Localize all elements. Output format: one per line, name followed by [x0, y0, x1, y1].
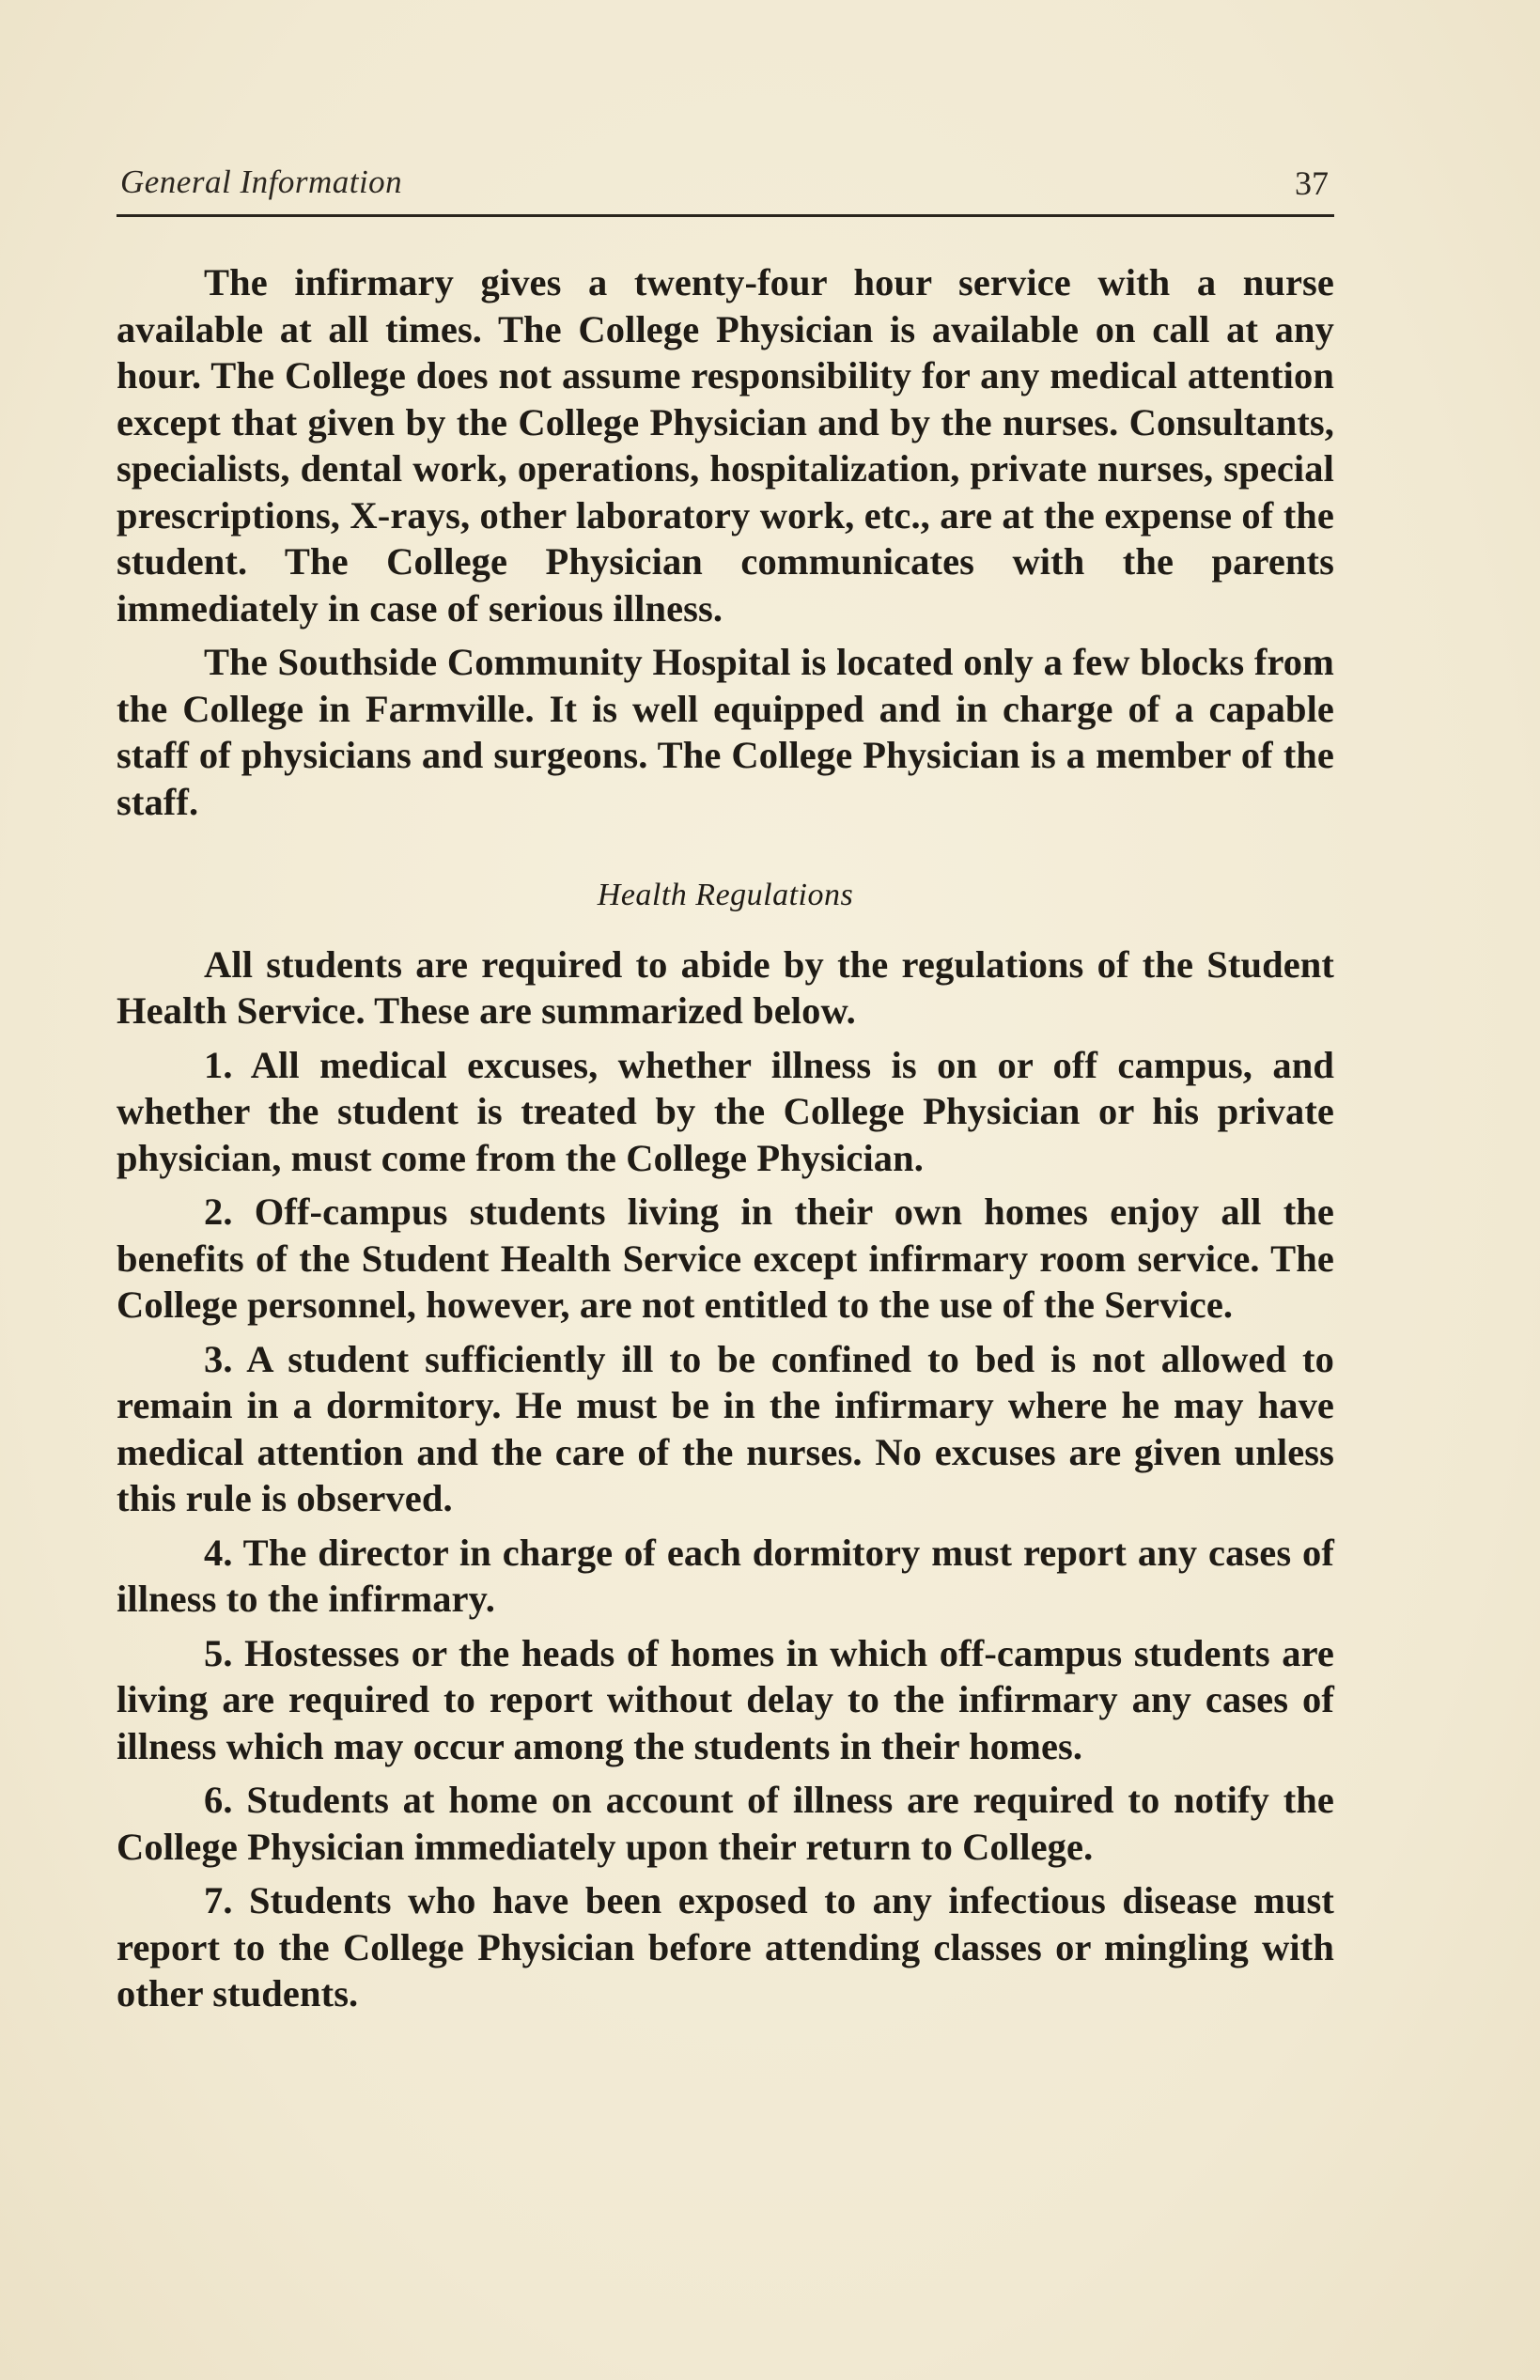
- regulation-item: 6. Students at home on account of illness are required to notify the College Physician immediately upon their return to College.: [117, 1779, 1334, 1868]
- page-body: [117, 259, 1334, 2025]
- health-regulations-heading: Health Regulations: [597, 878, 854, 912]
- regulation-item: 1. All medical excuses, whether illness is on or off campus, and whether the student is treated by the College Physician or his private physician, must come from the College Physician.: [117, 1043, 1334, 1179]
- infirmary-paragraph: The infirmary gives a twenty-four hour service with a nurse available at all times. The College Physician is available on call at any hour. The College does not assume responsibility for any medical attention except that given by the College Physician and by the nurses. Consultants, specialists, dental work, operations, hospitalization, private nurses, special prescriptions, X-rays, other laboratory work, etc., are at the expense of the student. The College Physician communicates with the parents immediately in case of serious illness.: [117, 261, 1334, 630]
- regulation-item: 2. Off-campus students living in their own homes enjoy all the benefits of the Student Health Service except infirmary room service. The College personnel, however, are not entitled to the use of the Service.: [117, 1190, 1334, 1326]
- hospital-paragraph: The Southside Community Hospital is located only a few blocks from the College in Farmville. It is well equipped and in charge of a capable staff of physicians and surgeons. The College Physician is a member of the staff.: [117, 641, 1334, 823]
- regulation-item: 7. Students who have been exposed to any infectious disease must report to the College Physician before attending classes or mingling with other students.: [117, 1879, 1334, 2014]
- running-head: [117, 156, 1334, 217]
- regulations-intro-paragraph: All students are required to abide by the regulations of the Student Health Service. These are summarized below.: [117, 942, 1334, 1032]
- regulation-item: 4. The director in charge of each dormitory must report any cases of illness to the infirmary.: [117, 1531, 1334, 1620]
- section-title: General Information: [120, 163, 403, 200]
- regulation-item: 5. Hostesses or the heads of homes in which off-campus students are living are required to report without delay to the infirmary any cases of illness which may occur among the students in their homes.: [117, 1631, 1334, 1767]
- page-number: 37: [1295, 164, 1329, 202]
- regulation-item: 3. A student sufficiently ill to be confined to bed is not allowed to remain in a dormitory. He must be in the infirmary where he may have medical attention and the care of the nurses. No excuses are given unless this rule is observed.: [117, 1337, 1334, 1519]
